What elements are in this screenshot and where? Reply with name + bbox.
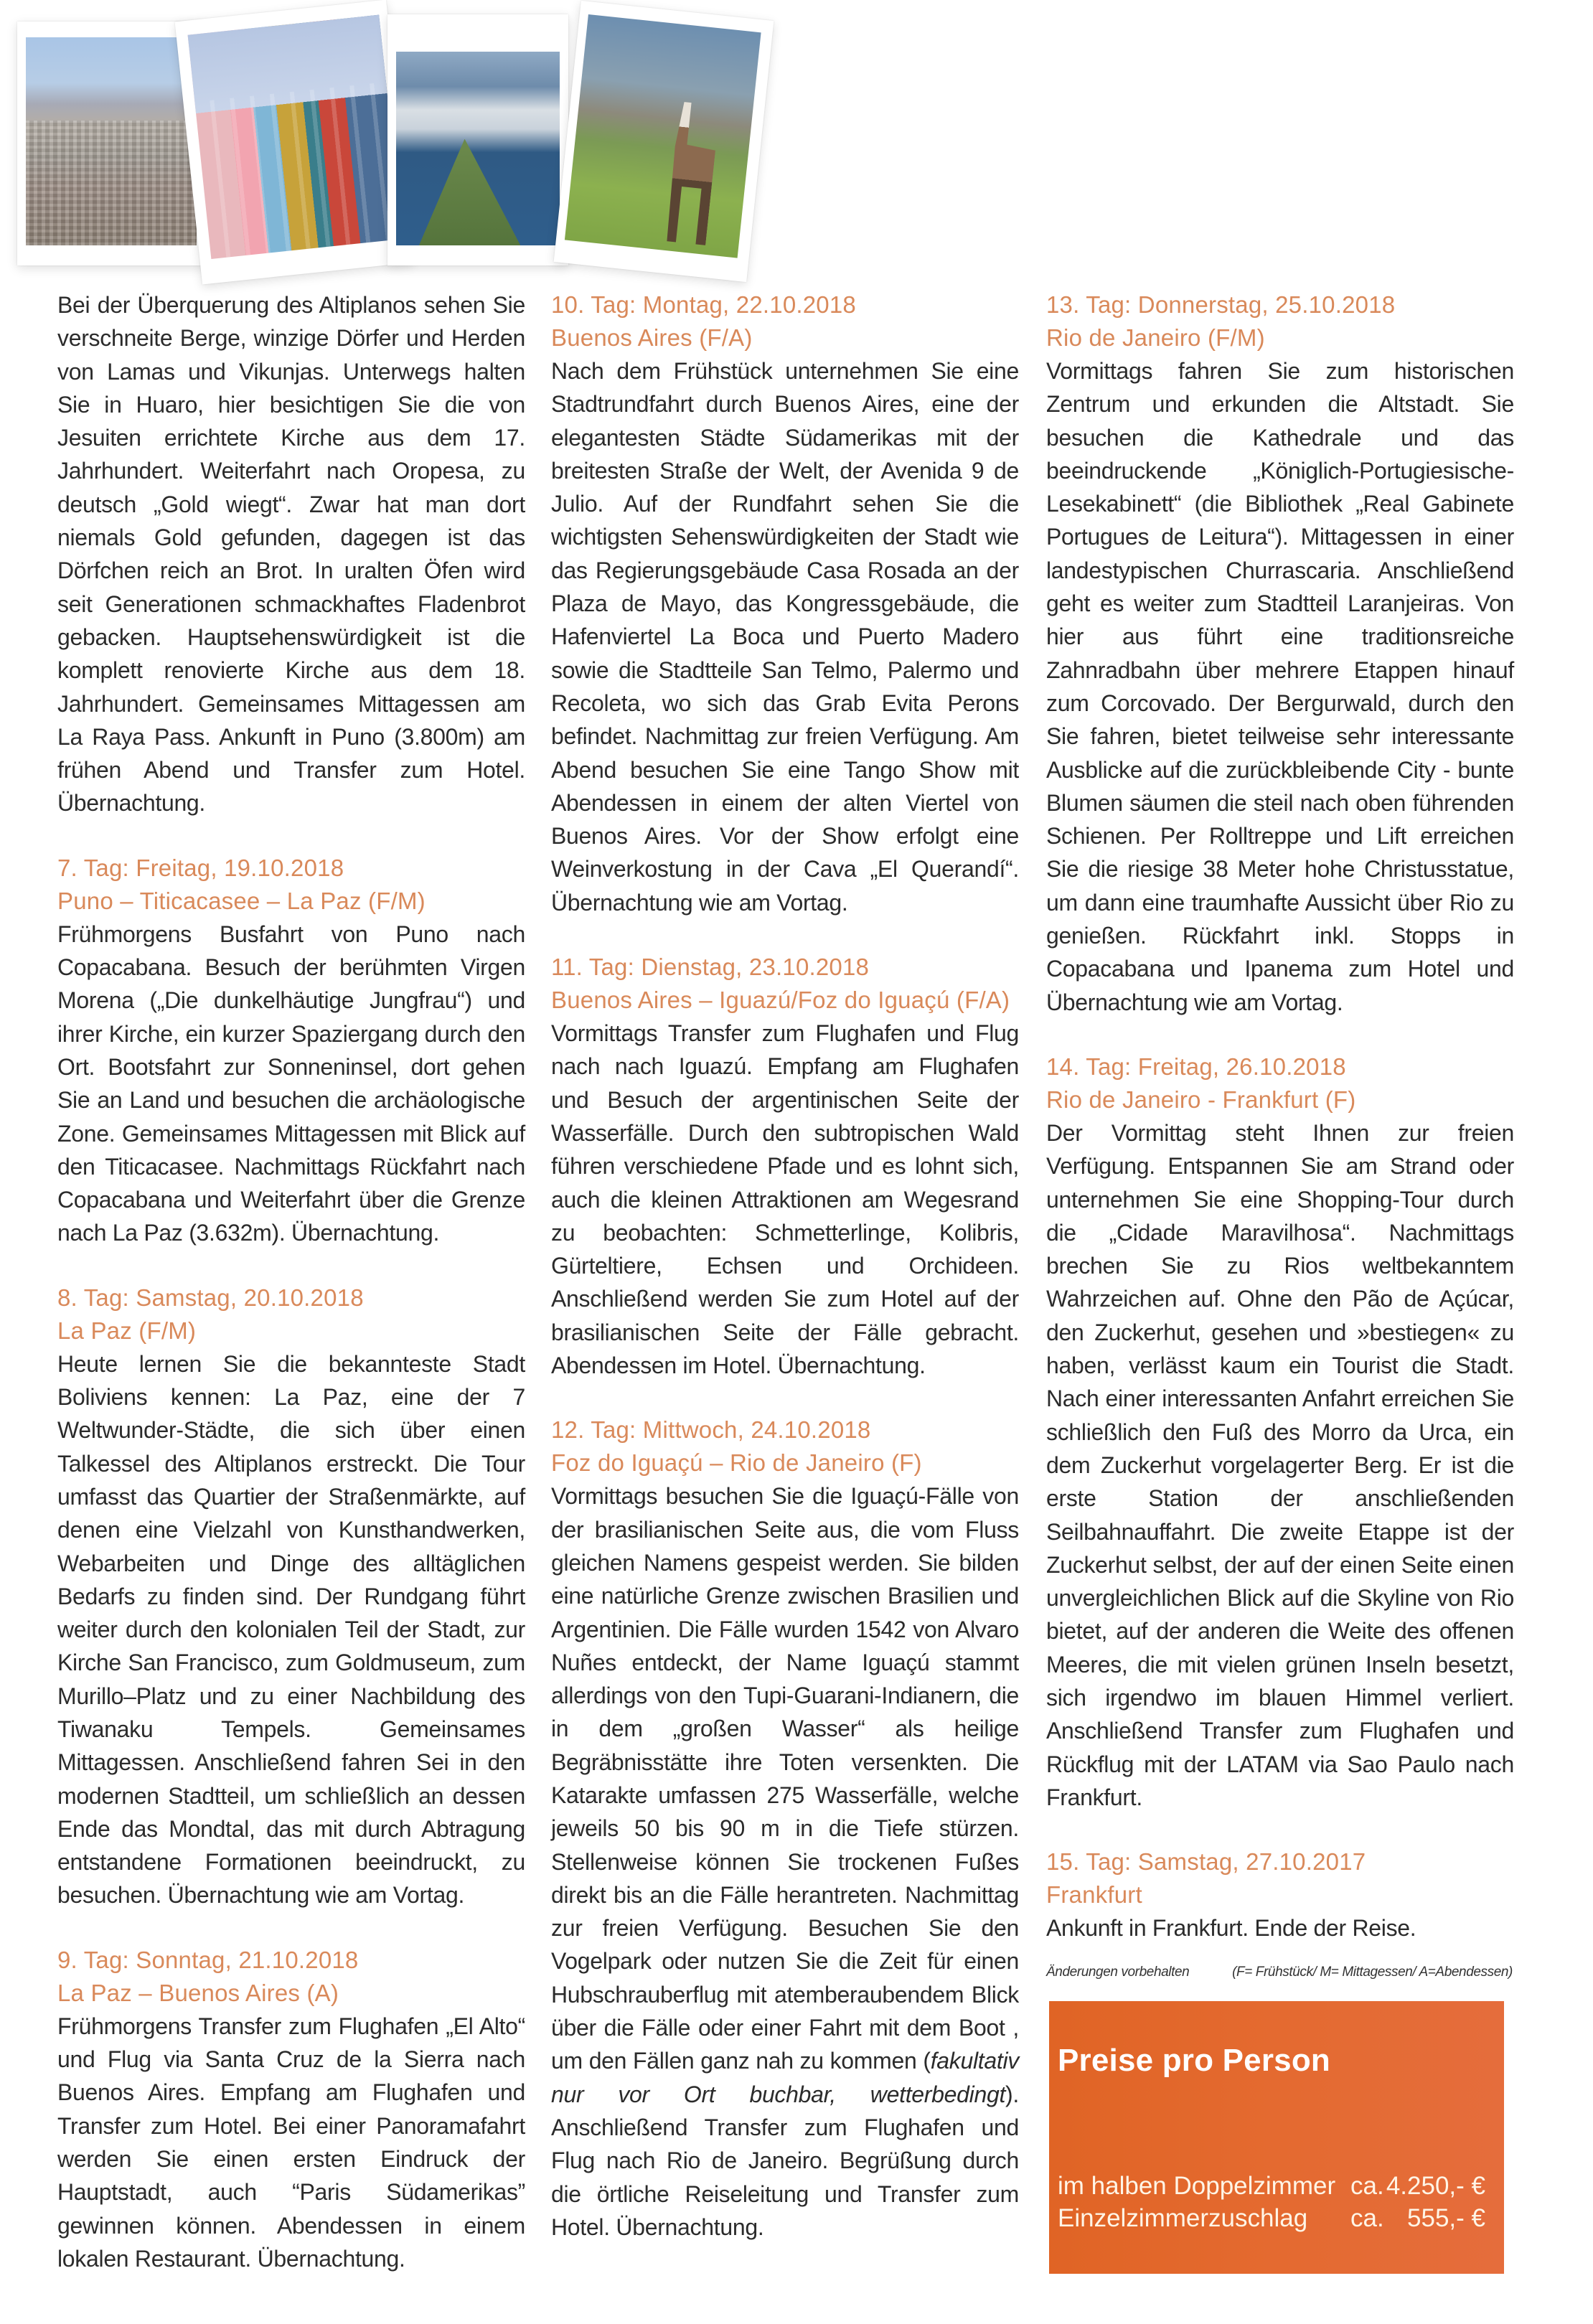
price-label: Einzelzimmerzuschlag: [1058, 2204, 1308, 2232]
day-12: [551, 1413, 1019, 2244]
day-route: Rio de Janeiro (F/M): [1046, 324, 1265, 351]
photo-image: [565, 14, 761, 258]
day-text-main: Vormittags besuchen Sie die Iguaçú-Fälle von der brasilianischen Seite aus, die vom Fluss gleichen Namens gespeist werden. Sie bilden eine natürliche Grenze zwischen Brasilien und Argentinien. Die Fälle wurden 1542 von Alvaro Nuñes entdeckt, der Name Iguaçú stammt allerdings von den Tupi-Guarani-Indianern, die in dem „großen Wasser“ als heilige Begräbnisstätte ihre Toten versenkten. Die Katarakte umfassen 275 Wasserfälle, welche jeweils 50 bis 90 m in die Tiefe stürzen. Stellenweise können Sie trockenen Fußes direkt bis an die Fälle herantreten. Nachmittag zur freien Verfügung. Besuchen Sie den Vogelpark oder nutzen Sie die Zeit für einen Hubschrauberflug mit atemberaubendem Blick über die Fälle oder einer Fahrt mit dem Boot , um den Fällen ganz nah zu kommen (: [551, 1483, 1019, 2074]
photo-la-paz: [17, 22, 205, 265]
day-description: Ankunft in Frankfurt. Ende der Reise.: [1046, 1915, 1416, 1942]
day-route: Puno – Titicacasee – La Paz (F/M): [57, 887, 426, 914]
intro-paragraph: Bei der Überquerung des Altiplanos sehen Sie verschneite Berge, winzige Dörfer und Herden von Lamas und Vikunjas. Unterwegs halten Sie in Huaro, hier besichtigen Sie die von Jesuiten errichtete Kirche aus dem 17. Jahrhundert. Weiterfahrt nach Oropesa, zu deutsch „Gold wiegt“. Zwar hat man dort niemals Gold gefunden, dagegen ist das Dörfchen reich an Brot. In uralten Öfen wird seit Generationen schmackhaftes Fladenbrot gebacken. Hauptsehenswürdigkeit ist die komplett renovierte Kirche aus dem 18. Jahrhundert. Gemeinsames Mittagessen am La Raya Pass. Ankunft in Puno (3.800m) am frühen Abend und Transfer zum Hotel. Übernachtung.: [57, 292, 525, 817]
footnotes: [1046, 1965, 1513, 1980]
meal-legend: (F= Frühstück/ M= Mittagessen/ A=Abendessen): [1232, 1965, 1513, 1980]
day-route: La Paz (F/M): [57, 1317, 197, 1344]
day-heading: 10. Tag: Montag, 22.10.2018: [551, 291, 856, 318]
day-description: Heute lernen Sie die bekannteste Stadt Boliviens kennen: La Paz, eine der 7 Weltwunder-Städte, die sich über einen Talkessel des Altiplanos erstreckt. Die Tour umfasst das Quartier der Straßenmärkte, auf denen eine Vielzahl von Kunsthandwerken, Webarbeiten und Dinge des alltäglichen Bedarfs zu finden sind. Der Rundgang führt weiter durch den kolonialen Teil der Stadt, zur Kirche San Francisco, zum Goldmuseum, zum Murillo–Platz und zu einer Nachbildung des Tiwanaku Tempels. Gemeinsames Mittagessen. Anschließend fahren Sei in den modernen Stadtteil, um schließlich an dessen Ende das Mondtal, das mit durch Abtragung entstandene Formationen beeindruckt, zu besuchen. Übernachtung wie am Vortag.: [57, 1350, 525, 1909]
changes-reserved-note: Änderungen vorbehalten: [1046, 1965, 1190, 1980]
day-heading: 15. Tag: Samstag, 27.10.2017: [1046, 1848, 1366, 1876]
day-route: Buenos Aires (F/A): [551, 324, 753, 351]
day-description: [551, 1479, 1019, 2244]
day-description: Vormittags fahren Sie zum historischen Zentrum und erkunden die Altstadt. Sie besuchen die Kathedrale und das beeindruckende „Königlich-Portugiesische-Lesekabinett“ (die Bibliothek „Real Gabinete Portugues de Leitura“). Mittagessen in einer landestypischen Churrascaria. Anschließend geht es weiter zum Stadtteil Laranjeiras. Von hier aus führt eine traditionsreiche Zahnradbahn über mehrere Etappen hinauf zum Corcovado. Der Bergurwald, durch den Sie fahren, bietet teilweise sehr interessante Ausblicke auf die zurückbleibende City - bunte Blumen säumen die steil nach oben führenden Schienen. Per Rolltreppe und Lift erreichen Sie die riesige 38 Meter hohe Christusstatue, um dann eine traumhafte Aussicht über Rio zu genießen. Rückfahrt inkl. Stopps in Copacabana und Ipanema zum Hotel und Übernachtung wie am Vortag.: [1046, 358, 1514, 1015]
day-route: Foz do Iguaçú – Rio de Janeiro (F): [551, 1449, 922, 1477]
price-prefix: ca.: [1350, 2204, 1384, 2232]
day-10: [551, 288, 1019, 919]
day-route: Rio de Janeiro - Frankfurt (F): [1046, 1086, 1356, 1113]
day-11: [551, 951, 1019, 1382]
day-heading: 11. Tag: Dienstag, 23.10.2018: [551, 954, 870, 981]
price-amount: 4.250,- €: [1386, 2172, 1485, 2200]
price-label: im halben Doppelzimmer: [1058, 2172, 1336, 2200]
price-row-double-room: [1058, 2172, 1485, 2201]
photo-sugarloaf: [387, 14, 568, 265]
day-route: Buenos Aires – Iguazú/Foz do Iguaçú (F/A): [551, 987, 1010, 1014]
photo-la-boca: [175, 0, 414, 284]
column-1: [57, 288, 525, 2307]
day-heading: 8. Tag: Samstag, 20.10.2018: [57, 1284, 364, 1311]
photo-image: [188, 15, 403, 259]
column-3: [1046, 288, 1514, 1976]
day-heading: 14. Tag: Freitag, 26.10.2018: [1046, 1053, 1346, 1080]
price-amount-group: [1350, 2172, 1485, 2201]
day-heading: 12. Tag: Mittwoch, 24.10.2018: [551, 1416, 871, 1444]
day-description: Vormittags Transfer zum Flughafen und Flug nach nach Iguazú. Empfang am Flughafen und Besuch der argentinischen Seite der Wasserfälle. Durch den subtropischen Wald führen verschiedene Pfade und es lohnt sich, auch die kleinen Attraktionen am Wegesrand zu beobachten: Schmetterlinge, Kolibris, Gürteltiere, Echsen und Orchideen. Anschließend werden Sie zum Hotel auf der brasilianischen Seite der Fälle gebracht. Abendessen im Hotel. Übernachtung.: [551, 1020, 1019, 1379]
price-prefix: ca.: [1350, 2172, 1384, 2200]
column-2: [551, 288, 1019, 2275]
price-title: Preise pro Person: [1058, 2043, 1330, 2078]
day-text-italic-note: fakultativ nur vor Ort buchbar, wetterbedingt: [551, 2048, 1019, 2107]
day-description: Nach dem Frühstück unternehmen Sie eine Stadtrundfahrt durch Buenos Aires, eine der elegantesten Städte Südamerikas mit der breitesten Straße der Welt, der Avenida 9 de Julio. Auf der Rundfahrt sehen Sie die wichtigsten Sehenswürdigkeiten der Stadt wie das Regierungsgebäude Casa Rosada an der Plaza de Mayo, das Kongressgebäude, die Hafenviertel La Boca und Puerto Madero sowie die Stadtteile San Telmo, Palermo und Recoleta, wo sich das Grab Evita Perons befindet. Nachmittag zur freien Verfügung. Am Abend besuchen Sie eine Tango Show mit Abendessen in einem der alten Viertel von Buenos Aires. Vor der Show erfolgt eine Weinverkostung in der Cava „El Querandí“. Übernachtung wie am Vortag.: [551, 358, 1019, 916]
photo-image: [26, 37, 197, 245]
day-9: [57, 1944, 525, 2275]
photo-image: [396, 52, 560, 245]
day-13: [1046, 288, 1514, 1019]
price-box: [1049, 2001, 1504, 2274]
price-amount: 555,- €: [1407, 2204, 1485, 2232]
price-row-single-supplement: [1058, 2204, 1485, 2233]
photo-machu-picchu-llama: [554, 1, 774, 282]
day-description: Frühmorgens Transfer zum Flughafen „El Alto“ und Flug via Santa Cruz de la Sierra nach Buenos Aires. Empfang am Flughafen und Transfer zum Hotel. Bei einer Panoramafahrt werden Sie einen ersten Eindruck der Hauptstadt, auch “Paris Südamerikas” gewinnen können. Abendessen in einem lokalen Restaurant. Übernachtung.: [57, 2013, 525, 2272]
day-15: [1046, 1845, 1514, 1944]
day-7: [57, 852, 525, 1250]
day-description: Der Vormittag steht Ihnen zur freien Verfügung. Entspannen Sie am Strand oder unternehmen Sie eine Shopping-Tour durch die „Cidade Maravilhosa“. Nachmittags brechen Sie zu Rios weltbekanntem Wahrzeichen auf. Ohne den Pão de Açúcar, den Zuckerhut, gesehen und »bestiegen« zu haben, verlässt kaum ein Tourist die Stadt. Nach einer interessanten Anfahrt erreichen Sie schließlich den Fuß des Morro da Urca, ein dem Zuckerhut vorgelagerter Berg. Er ist die erste Station der anschließenden Seilbahnauffahrt. Die zweite Etappe ist der Zuckerhut selbst, der auf der einen Seite einen unvergleichlichen Blick auf die Skyline von Rio bietet, auf der anderen die Weite des offenen Meeres, die mit vielen grünen Inseln besetzt, sich irgendwo im blauen Himmel verliert. Anschließend Transfer zum Flughafen und Rückflug mit der LATAM via Sao Paulo nach Frankfurt.: [1046, 1119, 1514, 1810]
day-14: [1046, 1050, 1514, 1814]
day-heading: 13. Tag: Donnerstag, 25.10.2018: [1046, 291, 1396, 318]
day-heading: 9. Tag: Sonntag, 21.10.2018: [57, 1946, 359, 1973]
day-heading: 7. Tag: Freitag, 19.10.2018: [57, 854, 344, 881]
day-text-rest: ). Anschließend Transfer zum Flughafen und Flug nach Rio de Janeiro. Begrüßung durch die örtliche Reiseleitung und Transfer zum Hotel. Übernachtung.: [551, 2081, 1019, 2240]
day-description: Frühmorgens Busfahrt von Puno nach Copacabana. Besuch der berühmten Virgen Morena („Die dunkelhäutige Jungfrau“) und ihrer Kirche, ein kurzer Spaziergang durch den Ort. Bootsfahrt zur Sonneninsel, dort gehen Sie an Land und besuchen die archäologische Zone. Gemeinsames Mittagessen mit Blick auf den Titicacasee. Nachmittags Rückfahrt nach Copacabana und Weiterfahrt über die Grenze nach La Paz (3.632m). Übernachtung.: [57, 921, 525, 1246]
price-amount-group: [1350, 2204, 1485, 2233]
day-route: La Paz – Buenos Aires (A): [57, 1979, 339, 2006]
day-8: [57, 1281, 525, 1912]
day-route: Frankfurt: [1046, 1881, 1142, 1909]
